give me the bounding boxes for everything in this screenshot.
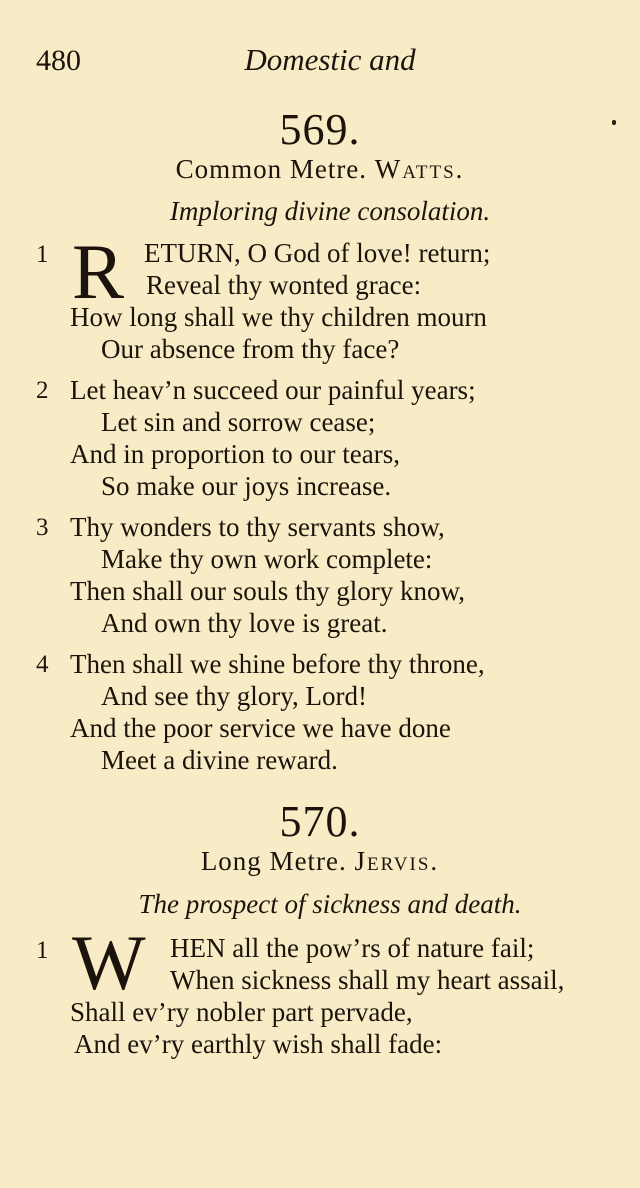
verse-line: And ev’ry earthly wish shall fade: bbox=[74, 1029, 443, 1059]
verse-number: 4 bbox=[36, 651, 49, 678]
verse-number: 3 bbox=[36, 514, 49, 541]
hymn-meter bbox=[0, 846, 640, 877]
hymn-subject: The prospect of sickness and death. bbox=[138, 889, 522, 919]
verse-line: Then shall we shine before thy throne, bbox=[70, 649, 485, 679]
verse-line: Let heav’n succeed our painful years; bbox=[70, 375, 476, 405]
running-head: Domestic and bbox=[244, 42, 416, 77]
verse-line: Shall ev’ry nobler part pervade, bbox=[70, 997, 413, 1027]
verse-line: When sickness shall my heart assail, bbox=[170, 965, 565, 995]
hymn-number: 569. bbox=[279, 105, 361, 154]
verse-line: Thy wonders to thy servants show, bbox=[70, 512, 445, 542]
verse-number: 1 bbox=[36, 241, 49, 268]
page-number: 480 bbox=[36, 44, 81, 77]
verse-line: Then shall our souls thy glory know, bbox=[70, 576, 465, 606]
hymn-subject: Imploring divine consolation. bbox=[169, 196, 491, 226]
meter-label: Long Metre. bbox=[200, 846, 347, 876]
verse-line: HEN all the pow’rs of nature fail; bbox=[170, 933, 535, 963]
meter-label: Common Metre. bbox=[175, 154, 368, 184]
hymn-author: Jervis. bbox=[354, 846, 440, 876]
verse-number: 2 bbox=[36, 377, 49, 404]
verse-line: Reveal thy wonted grace: bbox=[146, 270, 422, 300]
hymn-number: 570. bbox=[279, 797, 361, 846]
hymn-meter bbox=[0, 154, 640, 185]
drop-cap: W bbox=[72, 919, 146, 1006]
verse-line: Make thy own work complete: bbox=[101, 544, 433, 574]
verse-line: ETURN, O God of love! return; bbox=[144, 238, 491, 268]
verse-line: Our absence from thy face? bbox=[101, 334, 400, 364]
verse-line: And the poor service we have done bbox=[70, 713, 451, 743]
verse-line: And in proportion to our tears, bbox=[70, 439, 400, 469]
verse-number: 1 bbox=[36, 937, 49, 964]
verse-line: And own thy love is great. bbox=[101, 608, 388, 638]
verse-line: So make our joys increase. bbox=[101, 471, 392, 501]
verse-line: And see thy glory, Lord! bbox=[101, 681, 367, 711]
hymn-author: Watts. bbox=[374, 154, 465, 184]
verse-line: Let sin and sorrow cease; bbox=[101, 407, 376, 437]
verse-line: Meet a divine reward. bbox=[101, 745, 338, 775]
drop-cap: R bbox=[72, 228, 125, 315]
verse-line: How long shall we thy children mourn bbox=[70, 302, 487, 332]
